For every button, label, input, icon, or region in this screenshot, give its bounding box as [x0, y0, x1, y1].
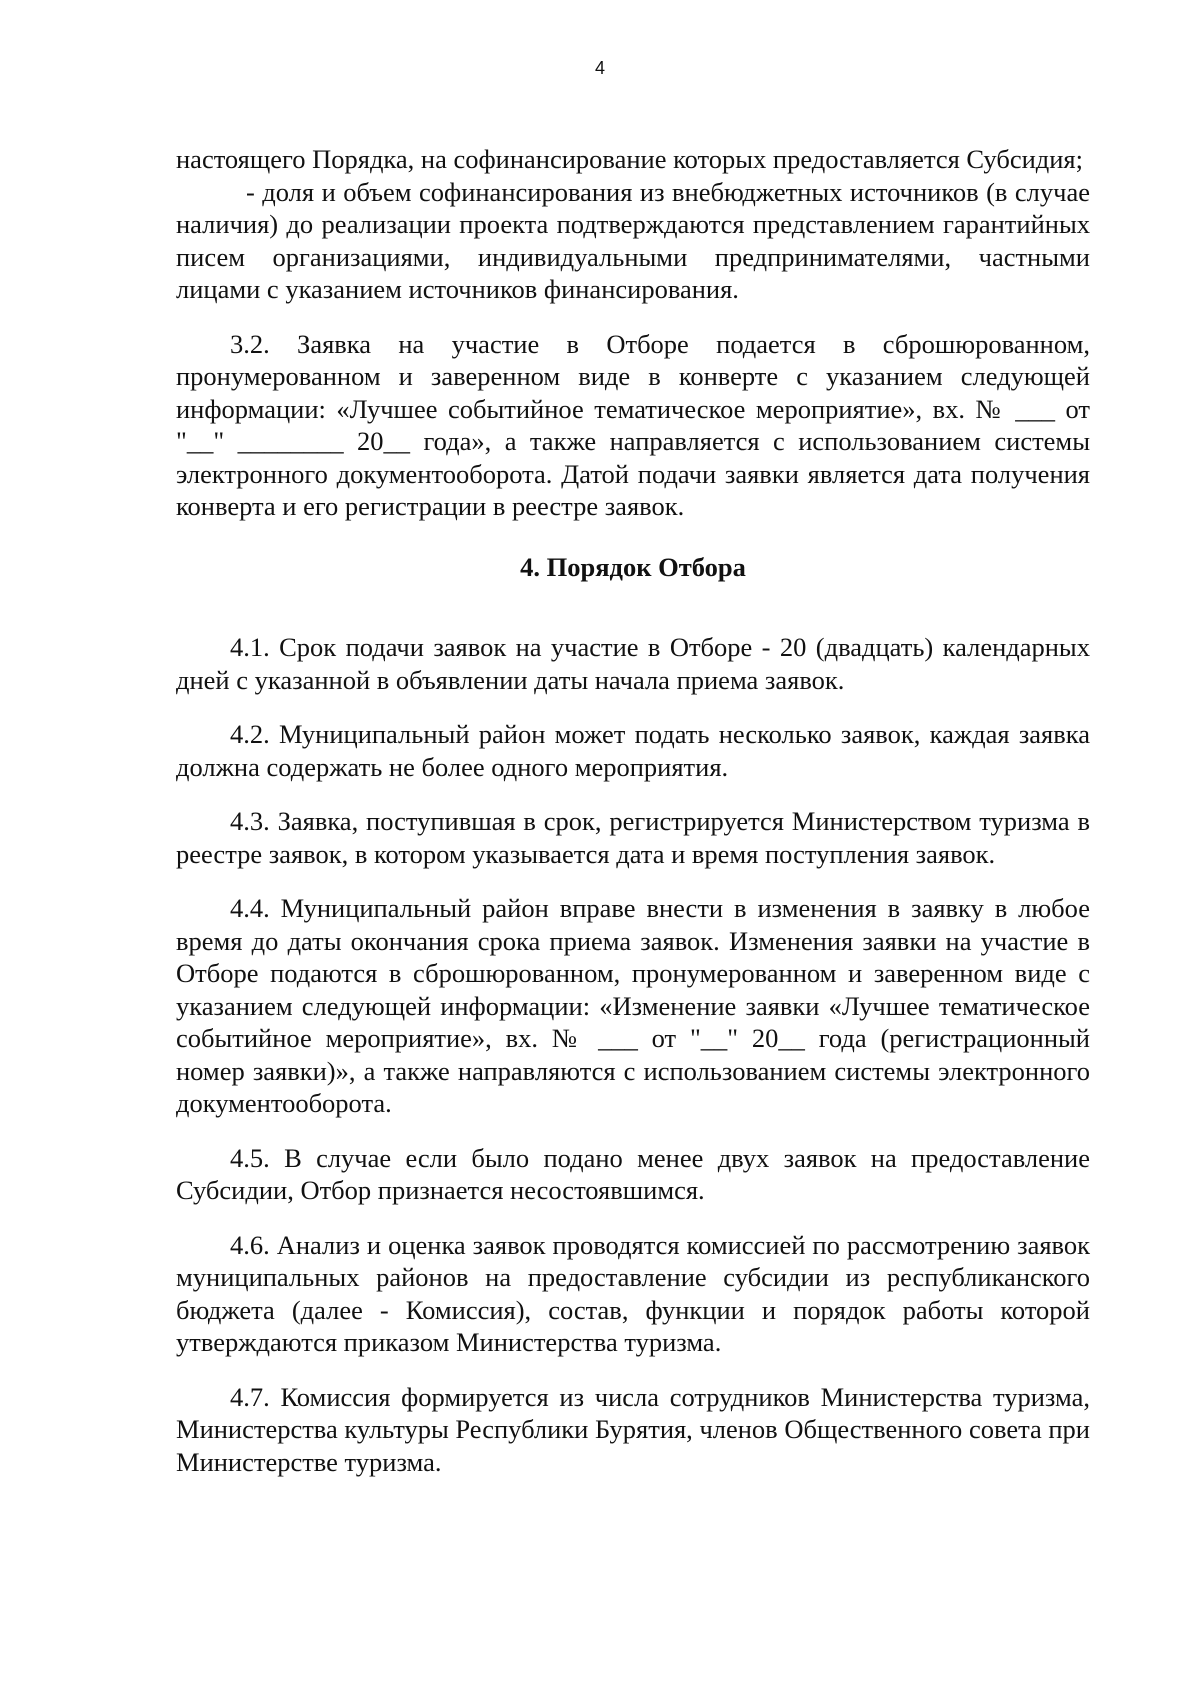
document-body — [176, 143, 1090, 1478]
page-number: 4 — [594, 58, 605, 78]
paragraph-3-2: 3.2. Заявка на участие в Отборе подается в сброшюрованном, пронумерованном и заверенном виде в конверте с указанием следующей информации: «Лучшее событийное тематическое мероприятие», вх. № ___ от "__" ________ 20__ года», а также направляется с использованием системы электронного документооборота. Датой подачи заявки является дата получения конверта и его регистрации в реестре заявок. — [176, 328, 1090, 521]
paragraph-4-3: 4.3. Заявка, поступившая в срок, регистрируется Министерством туризма в реестре заявок, в котором указывается дата и время поступления заявок. — [176, 806, 1090, 869]
paragraph-4-5: 4.5. В случае если было подано менее двух заявок на предоставление Субсидии, Отбор признается несостоявшимся. — [176, 1142, 1090, 1205]
paragraph-4-2: 4.2. Муниципальный район может подать несколько заявок, каждая заявка должна содержать не более одного мероприятия. — [176, 719, 1090, 782]
paragraph-4-6: 4.6. Анализ и оценка заявок проводятся комиссией по рассмотрению заявок муниципальных районов на предоставление субсидии из республиканского бюджета (далее - Комиссия), состав, функции и порядок работы которой утверждаются приказом Министерства туризма. — [176, 1229, 1090, 1357]
paragraph-4-1: 4.1. Срок подачи заявок на участие в Отборе - 20 (двадцать) календарных дней с указанной в объявлении даты начала приема заявок. — [176, 632, 1090, 695]
paragraph-4-4: 4.4. Муниципальный район вправе внести в изменения в заявку в любое время до даты окончания срока приема заявок. Изменения заявки на участие в Отборе подаются в сброшюрованном, пронумерованном и заверенном виде с указанием следующей информации: «Изменение заявки «Лучшее тематическое событийное мероприятие», вх. № ___ от "__" 20__ года (регистрационный номер заявки)», а также направляются с использованием системы электронного документооборота. — [176, 893, 1090, 1118]
section-heading-4: 4. Порядок Отбора — [520, 551, 746, 582]
paragraph-continuation: настоящего Порядка, на софинансирование которых предоставляется Субсидия; — [176, 144, 1083, 174]
paragraph-cofinancing-share: - доля и объем софинансирования из внебюджетных источников (в случае наличия) до реализации проекта подтверждаются представлением гарантийных писем организациями, индивидуальными предпринимателями, частными лицами с указанием источников финансирования. — [176, 176, 1090, 304]
paragraph-4-7: 4.7. Комиссия формируется из числа сотрудников Министерства туризма, Министерства культуры Республики Бурятия, членов Общественного совета при Министерстве туризма. — [176, 1381, 1090, 1477]
